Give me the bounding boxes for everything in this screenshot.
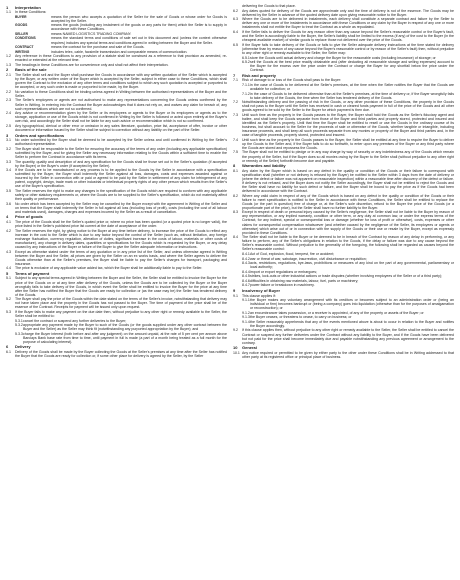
clause-text: The Buyer shall be responsible to the Seller for ensuring the accuracy of the terms of any order (including any applicable specification) submitted by the Buyer, and for giving the Seller any necessary information relating to the Goods within a sufficient time to enable the Seller to perform the Contract in accordance with its terms. bbox=[15, 146, 227, 159]
left-column bbox=[6, 4, 227, 576]
clause-text: Except as otherwise stated under the terms of any quotation or in any price list of the Seller, and unless otherwise agreed in Writing between the Buyer and the Seller, all prices are given by the Seller on an ex works basis, and where the Seller agrees to deliver the Goods otherwise than at the Seller's premises, the Buyer shall be liable to pay the Seller's charges for transport, packaging and insurance. bbox=[15, 249, 227, 266]
subclause-text: power failure or breakdown in machinery. bbox=[250, 283, 315, 288]
clause bbox=[6, 250, 227, 266]
subclause-text: the Buyer ceases, or threatens to cease, to carry on business; or bbox=[250, 315, 352, 320]
clause-number: 3.4 bbox=[6, 168, 11, 173]
clause-number: 4.2 bbox=[6, 228, 11, 233]
subclause-number: 9.1.4 bbox=[242, 319, 250, 324]
clause-number: 2.1 bbox=[6, 72, 11, 77]
clause-text: If the Seller fails to deliver the Goods for any reason other than any cause beyond the Seller's reasonable control or the Buyer's fault, and the Seller is accordingly liable to the Buyer, the Seller's liability shall be limited to the excess (if any) of the cost to the Buyer (in the cheapest available market) of similar goods to replace those not delivered over the price of the Goods. bbox=[242, 30, 454, 43]
clause-text: Until such time as the property in the Goods passes to the Buyer, the Buyer shall hold the Goods as the Seller's fiduciary agent and bailee, and shall keep the Goods separate from those of the Buyer and third parties and properly stored, protected and insured and identified as the Seller's property. Until that time the Buyer shall be entitled to resell or use the Goods in the ordinary course of its business, but shall account to the Seller for the proceeds of sale or otherwise of the Goods, whether tangible or intangible, including insurance proceeds, and shall keep all such proceeds separate from any monies or property of the Buyer and third parties and, in the case of tangible proceeds, properly stored, protected and insured. bbox=[242, 112, 454, 138]
subclause-number: 8.4.2 bbox=[242, 256, 250, 261]
clause bbox=[233, 100, 454, 112]
definition bbox=[15, 32, 227, 36]
clause-number: 4.1 bbox=[6, 220, 11, 225]
clause-number: 1.2 bbox=[6, 54, 11, 59]
clause-number: 2.3 bbox=[6, 98, 11, 103]
section-number: 8 bbox=[233, 163, 236, 169]
clause bbox=[6, 98, 227, 110]
section-number: 2 bbox=[6, 67, 9, 73]
clause-text: The Seller reserves the right to make any changes in the specification of the Goods which are required to conform with any applicable safety or other statutory requirements or, where the Goods are to be supplied to the Seller's specification, which do not materially affect their quality or performance. bbox=[15, 189, 227, 202]
clause-number: 7.1 bbox=[233, 78, 238, 83]
clause-number: 8.1 bbox=[233, 168, 238, 173]
section-number: 10 bbox=[233, 345, 238, 351]
clause bbox=[233, 9, 454, 17]
subclause-number: 7.1.1 bbox=[242, 82, 250, 87]
clause bbox=[6, 63, 227, 67]
subclause bbox=[15, 332, 227, 344]
clause bbox=[6, 350, 227, 358]
clause-number: 2.5 bbox=[6, 123, 11, 128]
clause bbox=[233, 78, 454, 82]
section-number: 1 bbox=[6, 4, 9, 10]
clause-text: Where the Goods are to be delivered in instalments, each delivery shall constitute a separate contract and failure by the Seller to deliver any one or more of the instalments in accordance with these Conditions or any claim by the Buyer in respect of any one or more instalments shall not entitle the Buyer to treat the Contract as a whole as repudiated. bbox=[242, 17, 454, 30]
clause-text: No variation to these Conditions shall be binding unless agreed in Writing between the authorised representatives of the Buyer and the Seller. bbox=[15, 89, 227, 98]
right-column bbox=[233, 4, 454, 576]
clause-number: 6.2 bbox=[233, 8, 238, 13]
subclause-text: charge the Buyer interest (both before and after any judgment) on the amount unpaid, at the rate of 5 per cent per annum above Barclays Bank base rate from time to time, until payment in full is made (a part of a month being treated as a full month for the purpose of calculating interest). bbox=[23, 331, 227, 344]
clause-text: Any advice or recommendation given by the Seller or its employees or agents to the Buyer or its employees or agents as to the storage, application or use of the Goods which is not confirmed in Writing by the Seller is followed or acted upon entirely at the Buyer's own risk, and accordingly the Seller shall not be liable for any such advice or recommendation which is not so confirmed. bbox=[15, 111, 227, 124]
subclause-text: in the case of Goods to be delivered otherwise than at the Seller's premises, at the time of delivery or, if the Buyer wrongfully fails to take delivery of the Goods, the time when the Seller has tendered delivery of the Goods. bbox=[250, 91, 454, 100]
definition bbox=[15, 50, 227, 54]
subclause-text: sell the Goods at the best price readily obtainable and (after deducting all reasonable storage and selling expenses) account to the Buyer for the excess over the price under the Contract or charge the Buyer for any shortfall below the price under the Contract. bbox=[250, 60, 454, 73]
subclause-number: 5.3.1 bbox=[15, 318, 23, 323]
clause-number: 1.3 bbox=[6, 62, 11, 67]
section-number: 6 bbox=[6, 344, 9, 350]
subclause bbox=[242, 261, 454, 269]
clause bbox=[6, 220, 227, 228]
subclause-number: 6.5.1 bbox=[242, 55, 250, 60]
clause bbox=[6, 168, 227, 188]
definition-text: means the contract for the purchase and sale of the Goods. bbox=[51, 45, 145, 50]
section-number: 3 bbox=[6, 132, 9, 138]
clause-text: Any typographical, clerical or other error or omission in any sales literature, quotation, price list, acceptance of offer, invoice or other document or information issued by the Seller shall be subject to correction without any liability on the part of the Seller. bbox=[15, 123, 227, 132]
clause-number: 7.3 bbox=[233, 112, 238, 117]
subclause-number: 6.5.2 bbox=[242, 60, 250, 65]
clause-number: 2.4 bbox=[6, 111, 11, 116]
clause bbox=[233, 30, 454, 42]
clause bbox=[6, 202, 227, 214]
subclause bbox=[242, 270, 454, 274]
clause-text: The Buyer shall pay the price of the Goods within the date stated on the terms of the Seller's invoice, notwithstanding that delivery may not have taken place and the property in the Goods has not passed to the Buyer. The time of payment of the price shall be of the essence of the Contract. Receipts for payment will be issued only upon request. bbox=[15, 297, 227, 310]
section-number: 7 bbox=[233, 72, 236, 78]
clause-text: Notwithstanding delivery and the passing of risk in the Goods, or any other provision of these Conditions, the property in the Goods shall not pass to the Buyer until the Seller has received in cash or cleared funds payment in full of the price of the Goods and all other goods agreed to be sold by the Seller to the Buyer for which payment is then due. bbox=[242, 100, 454, 113]
clause-number: 9.2 bbox=[233, 328, 238, 333]
subclause-text: import or export regulations or embargoes; bbox=[250, 269, 318, 274]
subclause-text: Act of God, explosion, flood, tempest, fire or accident; bbox=[250, 252, 335, 257]
subclause-number: 9.1.3 bbox=[242, 315, 250, 320]
clause bbox=[6, 297, 227, 309]
clause-number: 10.1 bbox=[233, 350, 240, 355]
clause-number: 6.4 bbox=[233, 30, 238, 35]
terms-document bbox=[6, 4, 454, 576]
clause bbox=[6, 138, 227, 146]
clause-text: Any dates quoted for delivery of the Goods are approximate only and the time of delivery is not of the essence. The Goods may be delivered by the Seller in advance of the quoted delivery date upon giving reasonable notice to the Buyer. bbox=[242, 8, 454, 17]
definition-term: CONTRACT bbox=[15, 45, 34, 50]
subclause bbox=[242, 252, 454, 256]
section-title: Risk and property bbox=[242, 72, 277, 78]
clause-text: If the Buyer fails to make any payment on the due date then, without prejudice to any other right or remedy available to the Seller, the Seller shall be entitled to: bbox=[15, 310, 227, 319]
definition-term: GOODS bbox=[15, 23, 28, 28]
subclause-number: 8.4.7 bbox=[242, 283, 250, 288]
subclause bbox=[242, 274, 454, 278]
clause bbox=[233, 169, 454, 193]
clause-text: The Buyer shall not be entitled to pledge or in any way charge by way of security or any indebtedness any of the Goods which remain the property of the Seller, but if the Buyer does so all monies owing by the Buyer to the Seller shall (without prejudice to any other right or remedy of the Seller) forthwith become due and payable. bbox=[242, 150, 454, 163]
subclause-number: 8.4.4 bbox=[242, 269, 250, 274]
definition-text: means the standard terms and conditions of sale set out in this document and (unless the context otherwise requires) includes any special terms and conditions agreed in writing between the Buyer and the Seller. bbox=[51, 36, 227, 45]
clause bbox=[6, 147, 227, 159]
subclause bbox=[242, 92, 454, 100]
clause-number: 1.1 bbox=[6, 10, 11, 15]
subclause bbox=[242, 56, 454, 60]
definition-term: SELLER bbox=[15, 31, 29, 36]
clause bbox=[6, 124, 227, 132]
clause bbox=[6, 111, 227, 123]
clause-text: The Seller shall sell and the Buyer shall purchase the Goods in accordance with any written quotation of the Seller which is accepted by the Buyer, or any written order of the Buyer which is accepted by the Seller, subject in either case to these Conditions, which shall govern the Contract to the exclusion of any other terms and conditions subject to which any such quotation is accepted or purported to be accepted, or any such order is made or purported to be made, by the Buyer. bbox=[15, 72, 227, 90]
clause-text: If the Goods are to be manufactured or any process is to be applied to the Goods by the Seller in accordance with a specification submitted by the Buyer, the Buyer shall indemnify the Seller against all loss, damages, costs and expenses awarded against or incurred by the Seller in connection with or paid or agreed to be paid by the Seller in settlement of any claim for infringement of any patent, copyright, design, trade mark or other industrial or intellectual property rights of any other person which results from the Seller's use of the Buyer's specification. bbox=[15, 168, 227, 189]
clause-text: The headings in these Conditions are for convenience only and shall not affect their interpretation. bbox=[15, 62, 169, 67]
subclause-text: the Seller reasonably apprehends that any of the events mentioned above is about to occur in relation to the Buyer and notifies the Buyer accordingly. bbox=[250, 319, 454, 328]
definition-text: means NAMED LOGISTICS TRADING COMPANY. bbox=[51, 31, 132, 36]
clause bbox=[233, 351, 454, 359]
section-title: Price of goods bbox=[15, 214, 43, 220]
subclause bbox=[242, 315, 454, 319]
clause bbox=[233, 210, 454, 234]
subclause-number: 9.1.1 bbox=[242, 298, 250, 303]
clause-text: Any notice required or permitted to be given by either party to the other under these Conditions shall be in Writing addressed to that other party at its registered office or principal place of business. bbox=[242, 350, 454, 359]
subclause bbox=[15, 323, 227, 331]
subclause bbox=[242, 320, 454, 328]
clause-number: 8.4 bbox=[233, 235, 238, 240]
clause-text: The Seller's employees or agents are not authorised to make any representations concerning the Goods unless confirmed by the Seller in Writing. In entering into the Contract the Buyer acknowledges that it does not rely on, and waives any claim for breach of, any such representations which are not so confirmed. bbox=[15, 98, 227, 111]
definition-text: includes telex, cable, facsimile transmission and comparable means of communication. bbox=[51, 49, 188, 54]
subclause-text: acts, restrictions, regulations, bye-laws, prohibitions or measures of any kind on the part of any governmental, parliamentary or local authority; bbox=[250, 261, 454, 270]
clause bbox=[6, 90, 227, 98]
clause bbox=[6, 229, 227, 249]
clause-number: 4.4 bbox=[6, 266, 11, 271]
clause bbox=[6, 10, 227, 14]
clause-text: The price is exclusive of any applicable value added tax, which the Buyer shall be additionally liable to pay to the Seller. bbox=[15, 266, 203, 271]
subclause bbox=[15, 319, 227, 323]
clause-number: 6.5 bbox=[233, 42, 238, 47]
definition-term: WRITING bbox=[15, 49, 30, 54]
clause-continuation bbox=[233, 4, 454, 8]
clause-number: 3.2 bbox=[6, 146, 11, 151]
definition bbox=[15, 36, 227, 44]
subclause bbox=[242, 283, 454, 287]
clause bbox=[233, 294, 454, 298]
clause-text: No order which has been accepted by the Seller may be cancelled by the Buyer except with the agreement in Writing of the Seller and on terms that the Buyer shall indemnify the Seller in full against all loss (including loss of profit), costs (including the cost of all labour and materials used), damages, charges and expenses incurred by the Seller as a result of cancellation. bbox=[15, 201, 227, 214]
clause bbox=[233, 150, 454, 162]
subclause-text: appropriate any payment made by the Buyer to such of the Goods (or the goods supplied under any other contract between the Buyer and the Seller) as the Seller may think fit (notwithstanding any purported appropriation by the Buyer); and bbox=[23, 323, 227, 332]
clause-number: 5.2 bbox=[6, 297, 11, 302]
subclause bbox=[242, 279, 454, 283]
section-number: 5 bbox=[6, 270, 9, 276]
clause-text: The Seller shall not be liable to the Buyer or be deemed to be in breach of the Contract by reason of any delay in performing, or any failure to perform, any of the Seller's obligations in relation to the Goods, if the delay or failure was due to any cause beyond the Seller's reasonable control. Without prejudice to the generality of the foregoing, the following shall be regarded as causes beyond the Seller's reasonable control: bbox=[242, 235, 454, 252]
subclause-number: 9.1.2 bbox=[242, 310, 250, 315]
clause-number: 7.5 bbox=[233, 150, 238, 155]
definition-term: BUYER bbox=[15, 14, 27, 19]
clause bbox=[6, 54, 227, 62]
clause-number: 2.2 bbox=[6, 89, 11, 94]
clause-number: 6.1 bbox=[6, 350, 11, 355]
section-title: Interpretation bbox=[15, 4, 41, 10]
section-number: 4 bbox=[6, 214, 9, 220]
clause-number: 8.2 bbox=[233, 193, 238, 198]
clause-text: Except in respect of death or personal injury caused by the Seller's negligence, the Seller shall not be liable to the Buyer by reason of any representation, or any implied warranty, condition or other term, or any duty at common law, or under the express terms of the Contract, for any indirect, special or consequential loss or damage (whether for loss of profit or otherwise), costs, expenses or other claims for consequential compensation whatsoever (and whether caused by the negligence of the Seller, its employees or agents or otherwise) which arise out of or in connection with the supply of the Goods or their use or resale by the Buyer, except as expressly provided in these Conditions. bbox=[242, 210, 454, 235]
subclause bbox=[242, 311, 454, 315]
subclause-text: the Buyer makes any voluntary arrangement with its creditors or becomes subject to an administration order or (being an individual or firm) becomes bankrupt or (being a company) goes into liquidation (otherwise than for the purposes of amalgamation or reconstruction); or bbox=[250, 298, 454, 311]
clause-number: 3.3 bbox=[6, 159, 11, 164]
clause-text: This clause applies if: bbox=[242, 293, 276, 298]
clause-text: If the Buyer fails to take delivery of the Goods or fails to give the Seller adequate delivery instructions at the time stated for delivery (otherwise than by reason of any cause beyond the Buyer's reasonable control or by reason of the Seller's fault) then, without prejudice to any other right or remedy available to the Seller, the Seller may: bbox=[242, 42, 454, 55]
section-title: General bbox=[242, 345, 257, 351]
clause-text: Risk of damage to or loss of the Goods shall pass to the Buyer: bbox=[242, 78, 342, 83]
clause bbox=[6, 160, 227, 168]
section-number: 9 bbox=[233, 287, 236, 293]
subclause-text: store the Goods until actual delivery and charge the Buyer for the reasonable costs (including insurance) of storage; or bbox=[250, 55, 436, 60]
definition-text: means the goods (including any instalment of the goods or any parts for them) which the Seller is to supply in accordance with these Conditions. bbox=[51, 23, 227, 32]
subclause-number: 8.4.3 bbox=[242, 261, 250, 266]
subclause-number: 8.4.6 bbox=[242, 278, 250, 283]
clause-number: 3.6 bbox=[6, 201, 11, 206]
clause bbox=[6, 310, 227, 318]
subclause-text: war or threat of war, sabotage, insurrection, civil disturbance or requisition; bbox=[250, 256, 367, 261]
clause bbox=[233, 235, 454, 251]
section-title: Warranties and liability bbox=[242, 163, 286, 169]
clause-text: Subject to any special terms agreed in Writing between the Buyer and the Seller, the Seller shall be entitled to invoice the Buyer for the price of the Goods on or at any time after delivery of the Goods, unless the Goods are to be collected by the Buyer or the Buyer wrongfully fails to take delivery of the Goods, in which event the Seller shall be entitled to invoice the Buyer for the price at any time after the Seller has notified the Buyer that the Goods are ready for collection or (as the case may be) the Seller has tendered delivery of the Goods. bbox=[15, 276, 227, 297]
definition bbox=[15, 15, 227, 23]
clause bbox=[233, 17, 454, 29]
subclause-number: 5.3.3 bbox=[15, 331, 23, 336]
clause-text: No order submitted by the Buyer shall be deemed to be accepted by the Seller unless and until confirmed in Writing by the Seller's authorised representative. bbox=[15, 138, 227, 147]
section-title: Basis of the sale bbox=[15, 67, 47, 73]
section-title: Insolvency of Buyer bbox=[242, 287, 281, 293]
section-title: Delivery bbox=[15, 344, 31, 350]
clause-number: 6.3 bbox=[233, 17, 238, 22]
subclause-number: 7.1.2 bbox=[242, 91, 250, 96]
clause bbox=[233, 138, 454, 150]
clause-number-spacer bbox=[233, 4, 242, 8]
clause-number: 7.4 bbox=[233, 137, 238, 142]
subclause-text: in the case of Goods to be delivered at the Seller's premises, at the time when the Seller notifies the Buyer that the Goods are available for collection; or bbox=[250, 82, 454, 91]
clause-text: The price of the Goods shall be the Seller's quoted price or, where no price has been quoted (or a quoted price is no longer valid), the price listed in the Seller's published price list current at the date of acceptance of the order. bbox=[15, 220, 227, 229]
subclause-text: strikes, lock-outs or other industrial actions or trade disputes (whether involving employees of the Seller or of a third party); bbox=[250, 274, 443, 279]
subclause bbox=[242, 60, 454, 72]
definition-text: means the person who accepts a quotation of the Seller for the sale of Goods or whose order for Goods is accepted by the Seller. bbox=[51, 14, 227, 23]
clause bbox=[233, 328, 454, 344]
clause-text: Where any valid claim in respect of any of the Goods which is based on any defect in the quality or condition of the Goods or their failure to meet specification is notified to the Seller in accordance with these Conditions, the Seller shall be entitled to replace the Goods (or the part in question) free of charge or, at the Seller's sole discretion, refund to the Buyer the price of the Goods (or a proportionate part of the price), but the Seller shall have no further liability to the Buyer. bbox=[242, 193, 454, 210]
section-title: Orders and specifications bbox=[15, 132, 65, 138]
clause-number: 3.5 bbox=[6, 189, 11, 194]
clause-number: 7.2 bbox=[233, 100, 238, 105]
clause bbox=[233, 194, 454, 210]
clause bbox=[6, 266, 227, 270]
clause-text: Any claim by the Buyer which is based on any defect in the quality or condition of the Goods or their failure to correspond with specification shall (whether or not delivery is refused by the Buyer) be notified to the Seller within 3 days from the date of delivery or (where the defect or failure was not apparent on reasonable inspection) within a reasonable time after discovery of the defect or failure. If delivery is not refused, and the Buyer does not notify the Seller accordingly, the Buyer shall not be entitled to reject the Goods and the Seller shall have no liability for such defect or failure, and the Buyer shall be bound to pay the price as if the Goods had been delivered in accordance with the Contract. bbox=[242, 168, 454, 193]
clause bbox=[233, 113, 454, 137]
subclause-text: an encumbrancer takes possession, or a receiver is appointed, of any of the property or assets of the Buyer; or bbox=[250, 310, 424, 315]
clause-number: 8.3 bbox=[233, 210, 238, 215]
clause bbox=[6, 276, 227, 296]
clause-number: 4.3 bbox=[6, 249, 11, 254]
clause-number: 5.3 bbox=[6, 310, 11, 315]
clause-text: delivering the Goods to that place. bbox=[242, 4, 296, 8]
subclause bbox=[242, 298, 454, 310]
clause bbox=[233, 43, 454, 55]
clause-number: 5.1 bbox=[6, 276, 11, 281]
subclause-text: difficulties in obtaining raw materials, labour, fuel, parts or machinery; bbox=[250, 278, 359, 283]
clause-text: Until such time as the property in the Goods passes to the Buyer, the Seller shall be entitled at any time to require the Buyer to deliver up the Goods to the Seller and, if the Buyer fails to do so forthwith, to enter upon any premises of the Buyer or any third party where the Goods are stored and repossess the Goods. bbox=[242, 137, 454, 150]
clause-number: 3.1 bbox=[6, 138, 11, 143]
clause-text: If this clause applies then, without prejudice to any other right or remedy available to the Seller, the Seller shall be entitled to cancel the Contract or suspend any further deliveries under the Contract without any liability to the Buyer, and if the Goods have been delivered but not paid for the price shall become immediately due and payable notwithstanding any previous agreement or arrangement to the contrary. bbox=[242, 328, 454, 345]
clause-text: The quantity, quality and description of and any specification for the Goods shall be those set out in the Seller's quotation (if accepted by the Buyer) or the Buyer's order (if accepted by the Seller). bbox=[15, 159, 227, 168]
subclause-number: 5.3.2 bbox=[15, 323, 23, 328]
subclause-number: 8.4.5 bbox=[242, 274, 250, 279]
section-title: Terms of payment bbox=[15, 270, 50, 276]
subclause-text: cancel the contract or suspend any further deliveries to the Buyer; bbox=[23, 318, 127, 323]
clause-text: Delivery of the Goods shall be made by the Buyer collecting the Goods at the Seller's premises at any time after the Seller has notified the Buyer that the Goods are ready for collection or, if some other place for delivery is agreed by the Seller, by the Seller bbox=[15, 350, 227, 359]
clause bbox=[6, 73, 227, 89]
clause-text: The Seller reserves the right, by giving notice to the Buyer at any time before delivery, to increase the price of the Goods to reflect any increase in the cost to the Seller which is due to any factor beyond the control of the Seller (such as, without limitation, any foreign exchange fluctuation, currency regulation, alteration of duties, significant increase in the costs of labour, materials or other costs of manufacture), any change in delivery dates, quantities or specifications for the Goods which is requested by the Buyer, or any delay caused by any instructions of the Buyer or failure of the Buyer to give the Seller adequate information or instructions. bbox=[15, 228, 227, 249]
subclause-number: 8.4.1 bbox=[242, 252, 250, 257]
clause-number: 9.1 bbox=[233, 293, 238, 298]
subclause bbox=[242, 83, 454, 91]
clause bbox=[6, 189, 227, 201]
clause-text: Any reference in these Conditions to any provision of a statute shall be construed as a reference to that provision as amended, re-enacted or extended at the relevant time. bbox=[15, 54, 227, 63]
definition bbox=[15, 23, 227, 31]
subclause bbox=[242, 257, 454, 261]
clause-text: In these Conditions: bbox=[15, 10, 47, 15]
definition-term: CONDITIONS bbox=[15, 36, 36, 41]
definition bbox=[15, 45, 227, 49]
